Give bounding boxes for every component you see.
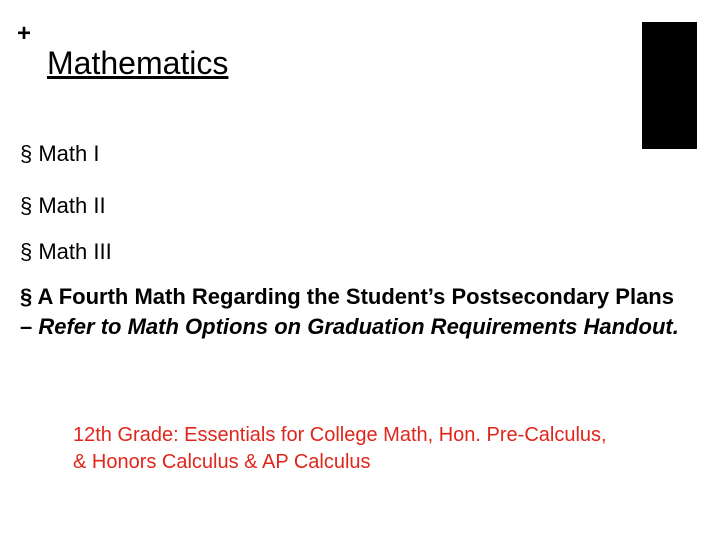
twelfth-grade-note: 12th Grade: Essentials for College Math, Hon. Pre-Calculus, & Honors Calculus & AP Calculus (73, 424, 607, 473)
bullet-fourth-math (20, 282, 690, 342)
bullet-math-2: § Math II (20, 193, 106, 218)
fourth-math-prefix: § A Fourth Math Regarding the Student’s Postsecondary Plans – (20, 284, 674, 339)
bullet-math-1: § Math I (20, 141, 100, 166)
slide-title: Mathematics (47, 45, 229, 81)
fourth-math-reference: Refer to Math Options on Graduation Requirements Handout. (38, 314, 679, 339)
black-image-placeholder (642, 22, 697, 149)
plus-icon: + (17, 20, 32, 47)
bullet-math-3: § Math III (20, 239, 112, 264)
